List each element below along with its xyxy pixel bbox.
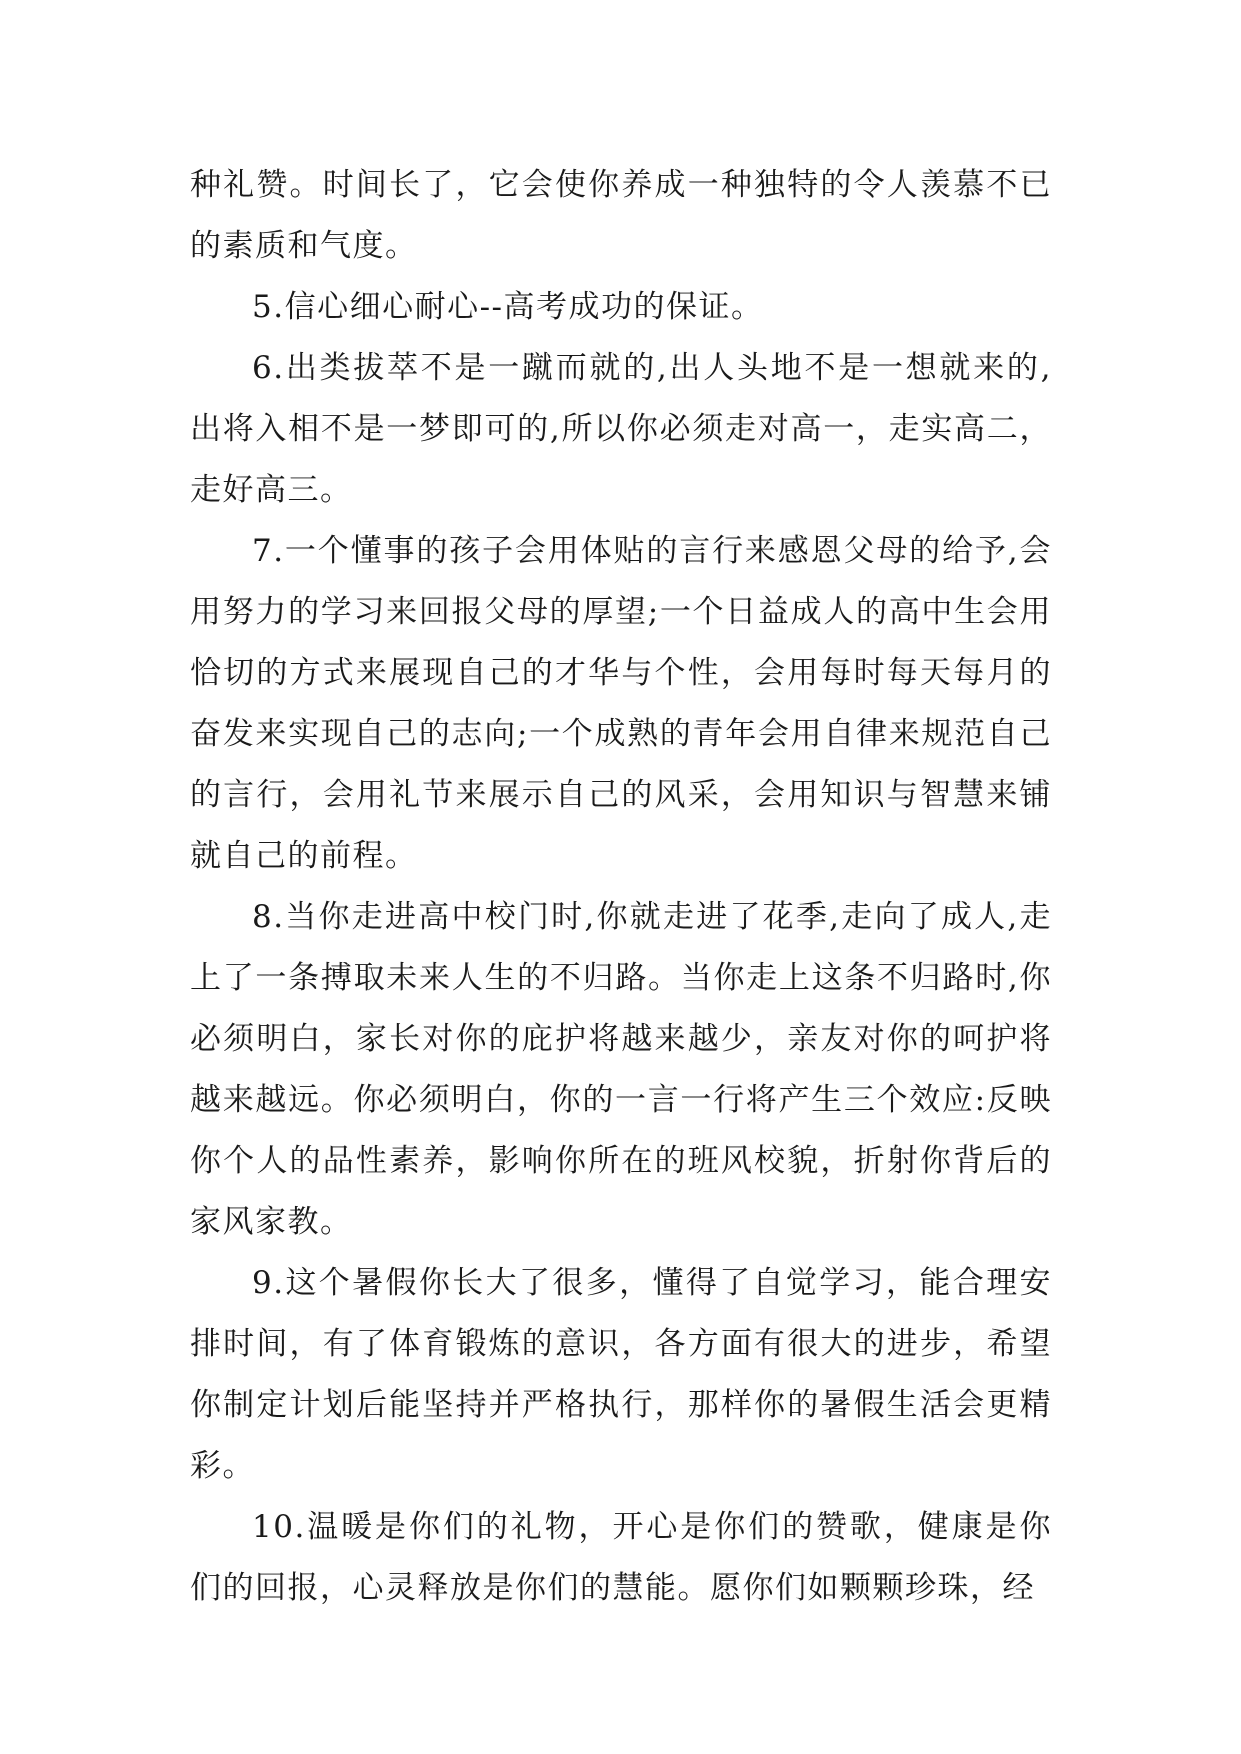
paragraph-item-8: 8.当你走进高中校门时,你就走进了花季,走向了成人,走上了一条搏取未来人生的不归路。当你走上这条不归路时,你必须明白，家长对你的庇护将越来越少，亲友对你的呵护将越来越远。你必须明白，你的一言一行将产生三个效应:反映你个人的品性素养，影响你所在的班风校貌，折射你背后的家风家教。 xyxy=(190,899,1052,1240)
paragraph-item-9: 9.这个暑假你长大了很多，懂得了自觉学习，能合理安排时间，有了体育锻炼的意识，各方面有很大的进步，希望你制定计划后能坚持并严格执行，那样你的暑假生活会更精彩。 xyxy=(190,1265,1052,1484)
paragraph-item-5: 5.信心细心耐心--高考成功的保证。 xyxy=(252,289,764,325)
paragraph-item-6: 6.出类拔萃不是一蹴而就的,出人头地不是一想就来的,出将入相不是一梦即可的,所以你必须走对高一，走实高二，走好高三。 xyxy=(190,350,1052,508)
paragraph-item-10: 10.温暖是你们的礼物，开心是你们的赞歌，健康是你们的回报，心灵释放是你们的慧能。愿你们如颗颗珍珠，经 xyxy=(190,1509,1052,1606)
paragraph-item-7: 7.一个懂事的孩子会用体贴的言行来感恩父母的给予,会用努力的学习来回报父母的厚望;一个日益成人的高中生会用恰切的方式来展现自己的才华与个性，会用每时每天每月的奋发来实现自己的志向;一个成熟的青年会用自律来规范自己的言行，会用礼节来展示自己的风采，会用知识与智慧来铺就自己的前程。 xyxy=(190,533,1052,874)
document-body xyxy=(190,155,1052,1619)
paragraph-continuation: 种礼赞。时间长了，它会使你养成一种独特的令人羡慕不已的素质和气度。 xyxy=(190,167,1052,264)
